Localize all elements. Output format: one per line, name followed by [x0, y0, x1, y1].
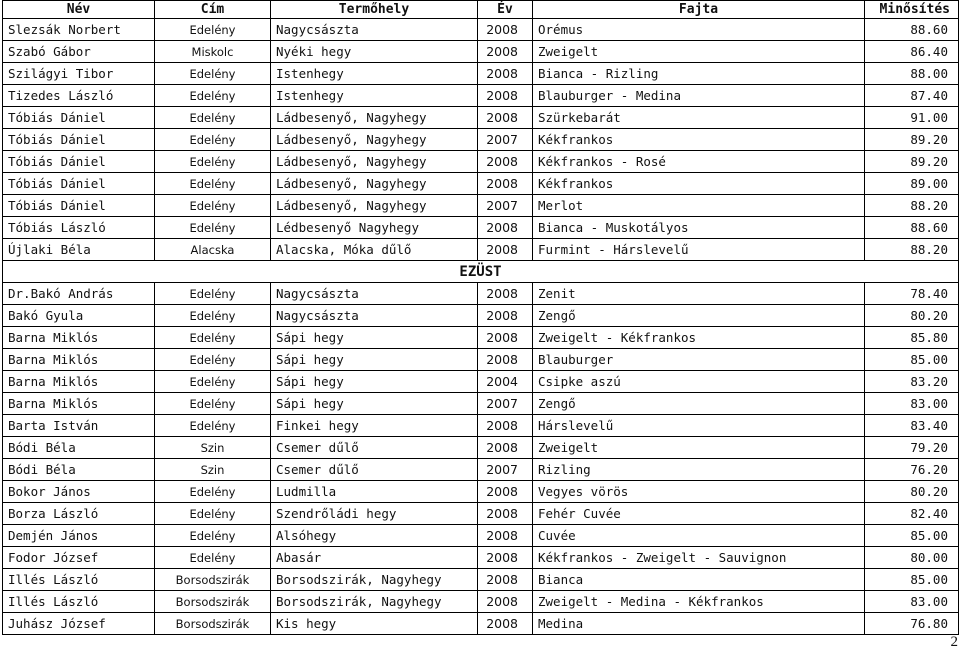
cell-score: 85.00: [865, 349, 959, 371]
table-row: [3, 239, 959, 261]
cell-score: 88.20: [865, 239, 959, 261]
cell-vineyard: Szendrőládi hegy: [271, 503, 478, 525]
cell-variety: Kékfrankos - Rosé: [533, 151, 865, 173]
cell-city: Edelény: [155, 305, 271, 327]
cell-score: 91.00: [865, 107, 959, 129]
table-row: [3, 591, 959, 613]
cell-year: 2008: [478, 85, 533, 107]
table-row: [3, 173, 959, 195]
cell-year: 2008: [478, 19, 533, 41]
cell-variety: Rizling: [533, 459, 865, 481]
table-row: [3, 481, 959, 503]
cell-name: Tizedes László: [3, 85, 155, 107]
cell-score: 87.40: [865, 85, 959, 107]
cell-name: Barna Miklós: [3, 349, 155, 371]
cell-year: 2008: [478, 305, 533, 327]
cell-score: 88.60: [865, 217, 959, 239]
cell-city: Miskolc: [155, 41, 271, 63]
cell-vineyard: Lédbesenyő Nagyhegy: [271, 217, 478, 239]
table-row: [3, 327, 959, 349]
header-city: Cím: [155, 1, 271, 19]
cell-score: 78.40: [865, 283, 959, 305]
cell-vineyard: Borsodszirák, Nagyhegy: [271, 591, 478, 613]
cell-variety: Bianca - Rizling: [533, 63, 865, 85]
cell-score: 76.80: [865, 613, 959, 635]
cell-score: 76.20: [865, 459, 959, 481]
cell-name: Borza László: [3, 503, 155, 525]
cell-variety: Zweigelt - Medina - Kékfrankos: [533, 591, 865, 613]
cell-variety: Orémus: [533, 19, 865, 41]
cell-name: Tóbiás László: [3, 217, 155, 239]
section-label: EZÜST: [3, 261, 959, 283]
cell-score: 82.40: [865, 503, 959, 525]
cell-city: Alacska: [155, 239, 271, 261]
cell-variety: Kékfrankos: [533, 173, 865, 195]
cell-vineyard: Finkei hegy: [271, 415, 478, 437]
cell-variety: Hárslevelű: [533, 415, 865, 437]
cell-score: 85.80: [865, 327, 959, 349]
cell-name: Szabó Gábor: [3, 41, 155, 63]
cell-year: 2007: [478, 195, 533, 217]
cell-variety: Zweigelt: [533, 437, 865, 459]
table-row: [3, 503, 959, 525]
cell-city: Edelény: [155, 371, 271, 393]
cell-year: 2007: [478, 129, 533, 151]
cell-vineyard: Nagycsászta: [271, 283, 478, 305]
cell-city: Edelény: [155, 195, 271, 217]
cell-vineyard: Alsóhegy: [271, 525, 478, 547]
cell-city: Edelény: [155, 481, 271, 503]
header-variety: Fajta: [533, 1, 865, 19]
cell-score: 83.40: [865, 415, 959, 437]
cell-name: Bakó Gyula: [3, 305, 155, 327]
cell-city: Edelény: [155, 349, 271, 371]
cell-city: Edelény: [155, 19, 271, 41]
cell-city: Edelény: [155, 129, 271, 151]
cell-vineyard: Nagycsászta: [271, 19, 478, 41]
cell-name: Barta István: [3, 415, 155, 437]
cell-city: Szin: [155, 437, 271, 459]
cell-variety: Bianca: [533, 569, 865, 591]
cell-year: 2008: [478, 481, 533, 503]
cell-city: Edelény: [155, 503, 271, 525]
cell-name: Tóbiás Dániel: [3, 173, 155, 195]
cell-year: 2008: [478, 415, 533, 437]
header-score: Minősítés: [865, 1, 959, 19]
page-number: 2: [950, 634, 958, 650]
cell-name: Bokor János: [3, 481, 155, 503]
cell-city: Edelény: [155, 63, 271, 85]
cell-name: Tóbiás Dániel: [3, 151, 155, 173]
cell-vineyard: Csemer dűlő: [271, 459, 478, 481]
cell-variety: Zengő: [533, 393, 865, 415]
cell-year: 2008: [478, 437, 533, 459]
cell-name: Demjén János: [3, 525, 155, 547]
table-row: [3, 19, 959, 41]
table-row: [3, 129, 959, 151]
table-row: [3, 371, 959, 393]
table-row: [3, 547, 959, 569]
cell-variety: Csipke aszú: [533, 371, 865, 393]
header-row: [3, 1, 959, 19]
cell-score: 88.00: [865, 63, 959, 85]
cell-year: 2008: [478, 107, 533, 129]
cell-variety: Blauburger: [533, 349, 865, 371]
cell-score: 89.20: [865, 129, 959, 151]
cell-city: Edelény: [155, 151, 271, 173]
cell-city: Edelény: [155, 525, 271, 547]
results-table: [2, 0, 959, 635]
cell-vineyard: Kis hegy: [271, 613, 478, 635]
cell-year: 2008: [478, 63, 533, 85]
cell-name: Tóbiás Dániel: [3, 129, 155, 151]
silver-rows: [3, 283, 959, 635]
cell-variety: Medina: [533, 613, 865, 635]
cell-vineyard: Nyéki hegy: [271, 41, 478, 63]
cell-name: Slezsák Norbert: [3, 19, 155, 41]
cell-vineyard: Ludmilla: [271, 481, 478, 503]
header-name: Név: [3, 1, 155, 19]
table-row: [3, 305, 959, 327]
cell-score: 86.40: [865, 41, 959, 63]
cell-name: Illés László: [3, 591, 155, 613]
table-row: [3, 283, 959, 305]
cell-variety: Kékfrankos: [533, 129, 865, 151]
cell-score: 79.20: [865, 437, 959, 459]
cell-score: 89.00: [865, 173, 959, 195]
cell-vineyard: Ládbesenyő, Nagyhegy: [271, 173, 478, 195]
cell-score: 83.20: [865, 371, 959, 393]
cell-year: 2004: [478, 371, 533, 393]
cell-variety: Zweigelt: [533, 41, 865, 63]
cell-year: 2007: [478, 459, 533, 481]
cell-name: Szilágyi Tibor: [3, 63, 155, 85]
gold-rows: [3, 19, 959, 261]
table-row: [3, 393, 959, 415]
table-row: [3, 525, 959, 547]
cell-variety: Cuvée: [533, 525, 865, 547]
table-row: [3, 85, 959, 107]
cell-score: 80.20: [865, 481, 959, 503]
cell-name: Juhász József: [3, 613, 155, 635]
header-vineyard: Termőhely: [271, 1, 478, 19]
cell-variety: Szürkebarát: [533, 107, 865, 129]
cell-vineyard: Istenhegy: [271, 63, 478, 85]
cell-city: Edelény: [155, 107, 271, 129]
table-row: [3, 217, 959, 239]
cell-variety: Vegyes vörös: [533, 481, 865, 503]
cell-year: 2008: [478, 525, 533, 547]
section-silver: [3, 261, 959, 283]
cell-year: 2008: [478, 349, 533, 371]
cell-name: Bódi Béla: [3, 437, 155, 459]
cell-score: 80.00: [865, 547, 959, 569]
cell-year: 2008: [478, 217, 533, 239]
cell-year: 2008: [478, 41, 533, 63]
table-row: [3, 569, 959, 591]
cell-vineyard: Ládbesenyő, Nagyhegy: [271, 151, 478, 173]
header-year: Év: [478, 1, 533, 19]
table-row: [3, 41, 959, 63]
cell-vineyard: Sápi hegy: [271, 327, 478, 349]
cell-city: Edelény: [155, 217, 271, 239]
cell-score: 89.20: [865, 151, 959, 173]
cell-score: 83.00: [865, 393, 959, 415]
cell-year: 2008: [478, 569, 533, 591]
cell-variety: Blauburger - Medina: [533, 85, 865, 107]
cell-name: Barna Miklós: [3, 393, 155, 415]
table-row: [3, 437, 959, 459]
table-row: [3, 63, 959, 85]
cell-name: Tóbiás Dániel: [3, 195, 155, 217]
cell-city: Edelény: [155, 283, 271, 305]
cell-variety: Zenit: [533, 283, 865, 305]
cell-city: Borsodszirák: [155, 613, 271, 635]
cell-variety: Fehér Cuvée: [533, 503, 865, 525]
cell-year: 2008: [478, 151, 533, 173]
cell-city: Edelény: [155, 415, 271, 437]
cell-year: 2008: [478, 283, 533, 305]
cell-score: 85.00: [865, 525, 959, 547]
cell-year: 2008: [478, 591, 533, 613]
cell-city: Edelény: [155, 173, 271, 195]
cell-score: 85.00: [865, 569, 959, 591]
cell-score: 80.20: [865, 305, 959, 327]
cell-vineyard: Csemer dűlő: [271, 437, 478, 459]
cell-year: 2008: [478, 173, 533, 195]
cell-name: Barna Miklós: [3, 371, 155, 393]
cell-vineyard: Ládbesenyő, Nagyhegy: [271, 129, 478, 151]
table-row: [3, 415, 959, 437]
cell-variety: Merlot: [533, 195, 865, 217]
cell-city: Edelény: [155, 85, 271, 107]
table-row: [3, 459, 959, 481]
cell-vineyard: Abasár: [271, 547, 478, 569]
cell-vineyard: Ládbesenyő, Nagyhegy: [271, 107, 478, 129]
cell-city: Edelény: [155, 327, 271, 349]
table-row: [3, 613, 959, 635]
cell-variety: Furmint - Hárslevelű: [533, 239, 865, 261]
cell-vineyard: Borsodszirák, Nagyhegy: [271, 569, 478, 591]
table-row: [3, 151, 959, 173]
cell-variety: Bianca - Muskotályos: [533, 217, 865, 239]
cell-year: 2008: [478, 239, 533, 261]
cell-vineyard: Nagycsászta: [271, 305, 478, 327]
cell-vineyard: Istenhegy: [271, 85, 478, 107]
table-row: [3, 107, 959, 129]
cell-variety: Zengő: [533, 305, 865, 327]
cell-city: Borsodszirák: [155, 569, 271, 591]
table-row: [3, 349, 959, 371]
cell-city: Szin: [155, 459, 271, 481]
cell-vineyard: Ládbesenyő, Nagyhegy: [271, 195, 478, 217]
cell-year: 2008: [478, 547, 533, 569]
cell-year: 2007: [478, 393, 533, 415]
cell-city: Edelény: [155, 547, 271, 569]
cell-variety: Zweigelt - Kékfrankos: [533, 327, 865, 349]
cell-city: Edelény: [155, 393, 271, 415]
cell-variety: Kékfrankos - Zweigelt - Sauvignon: [533, 547, 865, 569]
cell-name: Illés László: [3, 569, 155, 591]
cell-name: Újlaki Béla: [3, 239, 155, 261]
cell-year: 2008: [478, 503, 533, 525]
cell-name: Dr.Bakó András: [3, 283, 155, 305]
cell-year: 2008: [478, 327, 533, 349]
cell-vineyard: Alacska, Móka dűlő: [271, 239, 478, 261]
cell-score: 88.60: [865, 19, 959, 41]
cell-vineyard: Sápi hegy: [271, 371, 478, 393]
cell-name: Tóbiás Dániel: [3, 107, 155, 129]
table-row: [3, 195, 959, 217]
cell-name: Bódi Béla: [3, 459, 155, 481]
cell-score: 83.00: [865, 591, 959, 613]
cell-year: 2008: [478, 613, 533, 635]
cell-city: Borsodszirák: [155, 591, 271, 613]
cell-score: 88.20: [865, 195, 959, 217]
cell-vineyard: Sápi hegy: [271, 349, 478, 371]
cell-name: Fodor József: [3, 547, 155, 569]
cell-name: Barna Miklós: [3, 327, 155, 349]
cell-vineyard: Sápi hegy: [271, 393, 478, 415]
